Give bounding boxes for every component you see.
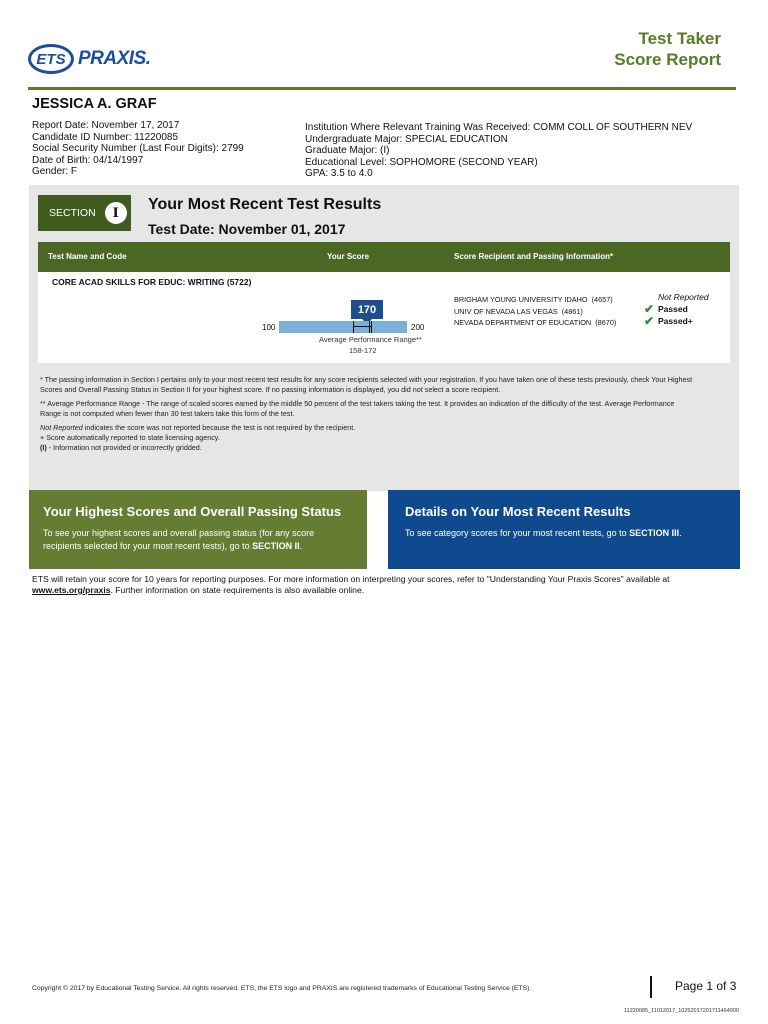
- section-tab: [38, 195, 131, 231]
- checkmark-icon: ✔: [644, 302, 655, 316]
- i-text: - Information not provided or incorrectly gridded.: [46, 442, 202, 452]
- highest-scores-title: Your Highest Scores and Overall Passing Status: [43, 504, 342, 519]
- column-header-test: Test Name and Code: [48, 252, 127, 261]
- section-2-link[interactable]: SECTION II: [252, 540, 300, 551]
- recent-details-end: .: [679, 528, 682, 538]
- highest-scores-body: To see your highest scores and overall passing status (for any score recipients selected for your most recent tests), go to: [43, 528, 315, 551]
- recent-details-box[interactable]: [388, 490, 740, 569]
- column-header-recipient: Score Recipient and Passing Information*: [454, 252, 614, 261]
- recipient-code: (4861): [561, 306, 583, 316]
- recipient-item: [454, 294, 616, 306]
- ets-praxis-logo: [28, 44, 151, 74]
- section-number-badge: I: [105, 202, 127, 224]
- report-title: [614, 28, 721, 70]
- results-table-row: [38, 272, 730, 363]
- retention-text: ETS will retain your score for 10 years for reporting purposes. For more information on interpreting your scores, refer to "Understanding Your Praxis Scores" available at: [32, 574, 670, 584]
- test-date: Test Date: November 01, 2017: [148, 221, 346, 237]
- i-term: (I): [40, 442, 47, 452]
- not-reported-legend: [40, 423, 696, 433]
- recipient-item: [454, 306, 616, 318]
- i-legend: [40, 443, 696, 453]
- section-1-panel: [29, 185, 739, 491]
- recipient-item: [454, 317, 616, 329]
- graduate-major: Graduate Major: (I): [305, 145, 390, 157]
- header-divider: [28, 87, 736, 90]
- highest-scores-end: .: [299, 540, 303, 551]
- checkmark-icon: ✔: [644, 314, 655, 328]
- gpa: GPA: 3.5 to 4.0: [305, 168, 373, 180]
- institution: Institution Where Relevant Training Was Received: COMM COLL OF SOUTHERN NEV: [305, 122, 693, 133]
- column-header-score: Your Score: [327, 252, 370, 261]
- footer-divider: [650, 976, 652, 998]
- candidate-id: Candidate ID Number: 11220085: [32, 131, 179, 143]
- recipient-list: [454, 294, 616, 329]
- candidate-info-left: [32, 120, 244, 178]
- status-item: [644, 315, 709, 327]
- page-number: Page 1 of 3: [675, 979, 737, 993]
- results-table-header: [38, 242, 730, 272]
- performance-range-value: 158-172: [349, 346, 377, 355]
- recipient-code: (4657): [591, 295, 613, 304]
- report-title-line1: Test Taker: [638, 29, 721, 48]
- copyright-notice: Copyright © 2017 by Educational Testing Service. All rights reserved. ETS, the ETS logo and PRAXIS are registered trademarks of Educational Testing Service (ETS).: [32, 985, 532, 992]
- not-reported-term: Not Reported: [40, 423, 83, 433]
- scale-min: 100: [262, 323, 276, 332]
- candidate-name: JESSICA A. GRAF: [32, 96, 157, 112]
- section-3-link[interactable]: SECTION III: [629, 528, 680, 538]
- status-passed: Passed: [658, 304, 688, 314]
- date-of-birth: Date of Birth: 04/14/1997: [32, 154, 144, 166]
- range-footnote: ** Average Performance Range - The range of scaled scores earned by the middle 50 percent of the test takers taking the test. It provides an indication of the difficulty of the test. Average Performance Range is not computed when fewer than 30 test takers take this form of the test.: [40, 399, 675, 418]
- ets-logo-icon: ETS: [28, 44, 74, 74]
- undergraduate-major: Undergraduate Major: SPECIAL EDUCATION: [305, 133, 508, 145]
- plus-legend: + Score automatically reported to state licensing agency.: [40, 432, 220, 442]
- status-list: [644, 291, 709, 327]
- section-title: Your Most Recent Test Results: [148, 196, 382, 213]
- footnotes: [40, 375, 696, 452]
- recipient-name: UNIV OF NEVADA LAS VEGAS: [454, 306, 558, 316]
- section-tab-label: SECTION: [49, 207, 96, 219]
- not-reported-text: indicates the score was not reported because the test is not required by the recipient.: [82, 423, 356, 433]
- recipient-name: NEVADA DEPARTMENT OF EDUCATION: [454, 318, 592, 327]
- praxis-website-link[interactable]: www.ets.org/praxis: [32, 585, 111, 595]
- highest-scores-text: [43, 527, 353, 552]
- recent-details-text: [405, 527, 723, 540]
- performance-range-high-mark: [371, 321, 372, 333]
- retention-text-end: . Further information on state requirements is also available online.: [110, 585, 365, 595]
- status-passed-plus: Passed+: [658, 316, 693, 326]
- score-badge: 170: [351, 300, 383, 319]
- ssn: Social Security Number (Last Four Digits): 2799: [32, 143, 244, 155]
- recipient-name: BRIGHAM YOUNG UNIVERSITY IDAHO: [454, 295, 588, 304]
- report-title-line2: Score Report: [614, 50, 721, 69]
- highest-scores-box[interactable]: [29, 490, 367, 569]
- scale-max: 200: [411, 323, 425, 332]
- test-name: CORE ACAD SKILLS FOR EDUC: WRITING (5722): [52, 277, 252, 287]
- performance-range-low-mark: [353, 321, 354, 333]
- candidate-info-right: [305, 122, 692, 180]
- recent-details-title: Details on Your Most Recent Results: [405, 504, 631, 519]
- recent-details-body: To see category scores for your most recent tests, go to: [405, 528, 630, 538]
- passing-footnote: * The passing information in Section I pertains only to your most recent test results for any score recipients selected with your registration. If you have taken one of these tests previously, check Your Highest Scores and Overall Passing Status in Section II for your highest score. If no passing information is displayed, you did not select a score recipient.: [40, 375, 693, 394]
- score-scale-bar: [279, 321, 407, 333]
- document-id: 11220085_11012017_10252017201711464000: [623, 1008, 739, 1014]
- gender: Gender: F: [32, 166, 78, 178]
- performance-range-label: Average Performance Range**: [319, 335, 422, 344]
- status-not-reported: Not Reported: [658, 292, 709, 302]
- recipient-code: (8670): [595, 318, 617, 327]
- retention-note: [32, 574, 732, 596]
- report-date: Report Date: November 17, 2017: [32, 120, 180, 131]
- educational-level: Educational Level: SOPHOMORE (SECOND YEAR): [305, 156, 538, 168]
- score-marker: [369, 321, 371, 333]
- praxis-wordmark: PRAXIS.: [78, 48, 151, 69]
